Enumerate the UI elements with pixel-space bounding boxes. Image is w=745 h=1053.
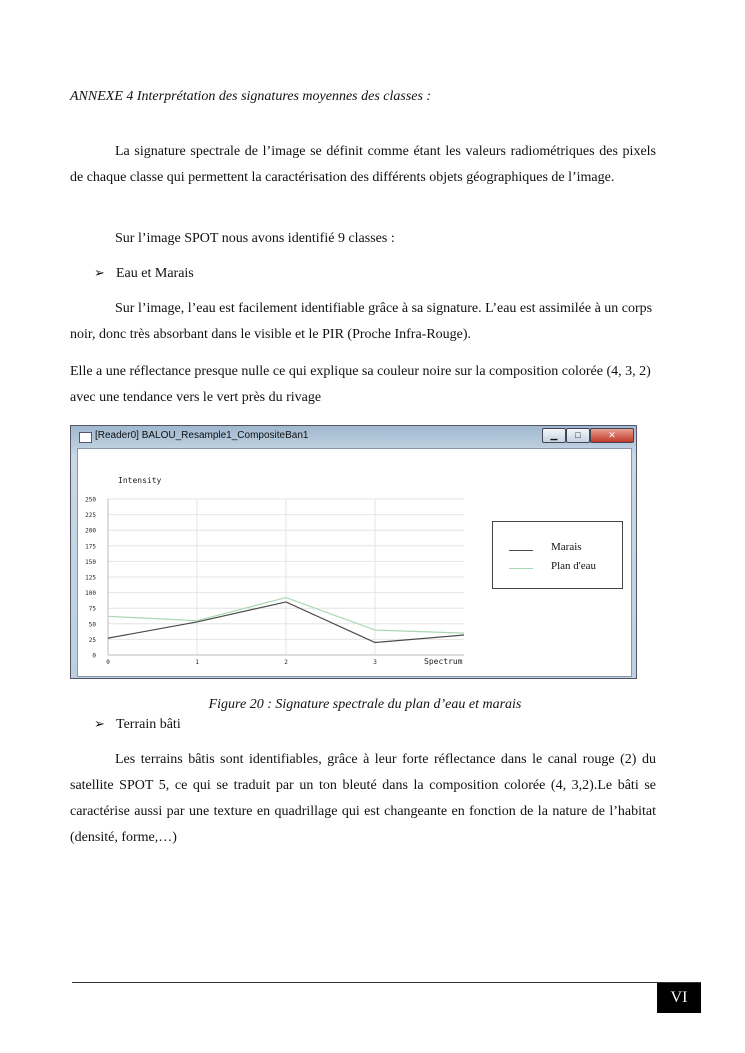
y-tick-label: 50 — [88, 621, 96, 629]
legend-swatch-marais — [509, 550, 533, 551]
x-tick-label: 0 — [106, 659, 110, 666]
y-tick-label: 0 — [92, 652, 96, 660]
paragraph-classes-count — [70, 226, 656, 252]
annex-heading: ANNEXE 4 Interprétation des signatures moyennes des classes : — [70, 89, 432, 104]
y-tick-label: 75 — [88, 605, 96, 613]
chart-panel — [77, 448, 632, 677]
y-axis-label: Intensity — [118, 476, 162, 485]
paragraph-text: Sur l’image SPOT nous avons identifié 9 classes : — [115, 231, 395, 246]
paragraph-eau-description — [70, 296, 656, 348]
window-title: [Reader0] BALOU_Resample1_CompositeBan1 — [95, 430, 309, 441]
x-tick-label: 1 — [195, 659, 199, 666]
figure-caption: Figure 20 : Signature spectrale du plan d’eau et marais — [208, 697, 522, 712]
reader-window — [70, 425, 637, 679]
legend-label-plan-eau: Plan d'eau — [551, 560, 597, 572]
bullet-text: Eau et Marais — [116, 266, 194, 281]
bullet-eau-marais — [94, 263, 194, 284]
legend-label-marais: Marais — [551, 541, 582, 553]
y-tick-label: 125 — [85, 574, 96, 582]
maximize-button[interactable]: □ — [566, 428, 590, 443]
bullet-text: Terrain bâti — [116, 717, 181, 732]
close-button[interactable]: ✕ — [590, 428, 634, 443]
bullet-terrain-bati — [94, 714, 181, 735]
y-tick-label: 225 — [85, 512, 96, 520]
spectral-signature-chart — [78, 469, 478, 669]
y-tick-label: 25 — [88, 636, 96, 644]
arrow-bullet-icon: ➢ — [94, 265, 105, 280]
arrow-bullet-icon: ➢ — [94, 716, 105, 731]
x-axis-label: Spectrum — [424, 657, 463, 666]
chart-legend — [492, 521, 623, 589]
page-number: VI — [657, 983, 701, 1013]
paragraph-text: Sur l’image, l’eau est facilement identifiable grâce à sa signature. L’eau est assimilée à un corps noir, donc très absorbant dans le visible et le PIR (Proche Infra-Rouge). — [70, 301, 653, 342]
app-window-icon — [79, 432, 92, 443]
footer-rule — [72, 982, 701, 983]
x-tick-label: 2 — [284, 659, 288, 666]
paragraph-text: La signature spectrale de l’image se définit comme étant les valeurs radiométriques des pixels de chaque classe qui permettent la caractérisation des différents objets géographiques de l’image. — [70, 144, 656, 185]
minimize-button[interactable]: ▁ — [542, 428, 566, 443]
y-tick-label: 150 — [85, 558, 96, 566]
y-tick-label: 200 — [85, 527, 96, 535]
paragraph-text: Elle a une réflectance presque nulle ce qui explique sa couleur noire sur la composition colorée (4, 3, 2) avec une tendance vers le vert près du rivage — [70, 364, 651, 405]
y-tick-label: 100 — [85, 590, 96, 598]
paragraph-signature-definition — [70, 139, 656, 191]
y-tick-label: 250 — [85, 496, 96, 504]
legend-swatch-plan-eau — [509, 568, 533, 569]
paragraph-terrain-bati — [70, 747, 656, 851]
x-tick-label: 3 — [373, 659, 377, 666]
paragraph-text: Les terrains bâtis sont identifiables, grâce à leur forte réflectance dans le canal rouge (2) du satellite SPOT 5, ce qui se traduit par un ton bleuté dans la composition colorée (4, 3,2).Le bâti se caractérise aussi par une texture en quadrillage qui est changeante en fonction de la nature de l’habitat (densité, forme,…) — [70, 752, 656, 845]
y-tick-label: 175 — [85, 543, 96, 551]
paragraph-reflectance — [70, 359, 656, 411]
